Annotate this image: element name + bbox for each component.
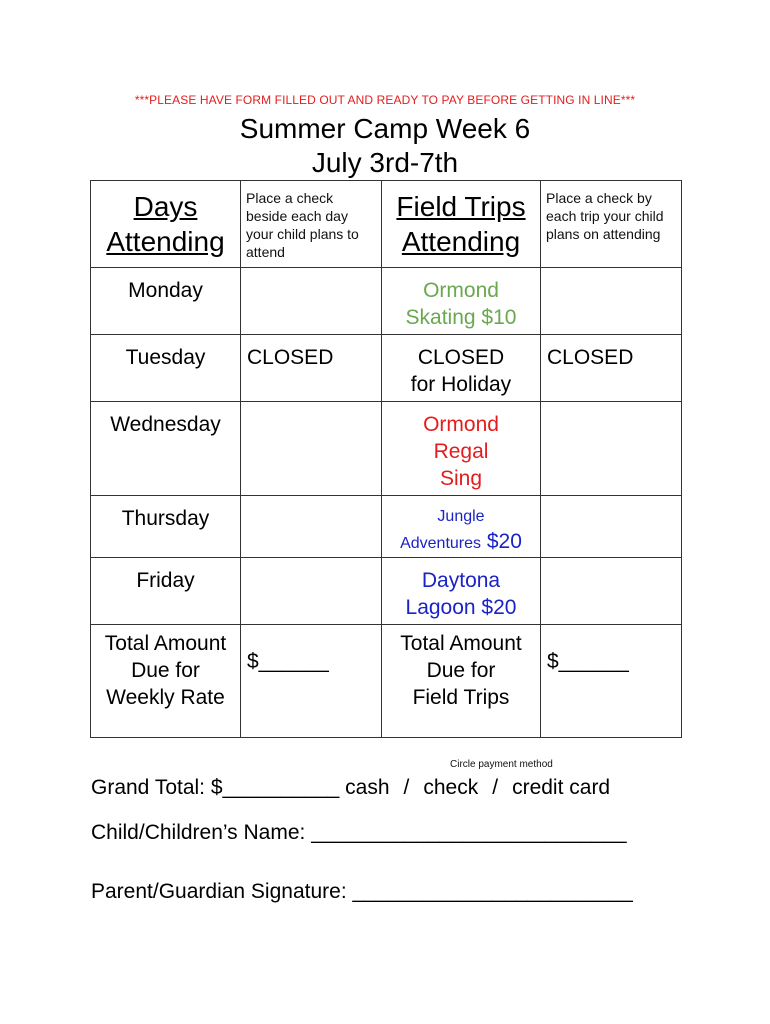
trip-check-box: CLOSED — [541, 335, 682, 402]
total-line: Total Amount — [104, 632, 227, 655]
circle-payment-note: Circle payment method — [450, 759, 553, 770]
trip-label — [382, 496, 541, 558]
trip-label — [382, 402, 541, 496]
trip-line: Daytona — [421, 569, 501, 592]
day-label: Friday — [91, 558, 241, 625]
trip-line: CLOSED — [417, 346, 505, 369]
trip-check-box[interactable] — [541, 558, 682, 625]
grand-total-line — [91, 776, 610, 800]
trip-check-box[interactable] — [541, 496, 682, 558]
grand-total-field[interactable]: Grand Total: $__________ — [91, 776, 340, 799]
page-title: Summer Camp Week 6 — [239, 113, 531, 144]
trip-line: Lagoon $20 — [405, 596, 517, 619]
total-line: Total Amount — [400, 632, 522, 655]
trips-total-field[interactable]: $______ — [541, 625, 682, 738]
days-instruction: Place a check beside each day your child plans to attend — [241, 181, 382, 268]
day-label: Tuesday — [91, 335, 241, 402]
table-row-friday — [91, 558, 682, 625]
trip-line: for Holiday — [410, 373, 512, 396]
trips-instruction: Place a check by each trip your child plans on attending — [541, 181, 682, 268]
days-header-line: Days — [133, 191, 198, 222]
separator: / — [403, 776, 410, 799]
trips-header-line: Attending — [401, 226, 521, 257]
total-line: Weekly Rate — [106, 686, 225, 709]
trip-line: Adventures — [400, 535, 482, 552]
weekly-total-label — [91, 625, 241, 738]
notice-banner: ***PLEASE HAVE FORM FILLED OUT AND READY TO PAY BEFORE GETTING IN LINE*** — [134, 93, 636, 107]
registration-table — [90, 180, 682, 738]
trip-label — [382, 268, 541, 335]
trip-line: Sing — [439, 467, 483, 490]
table-row-thursday — [91, 496, 682, 558]
trips-header-line: Field Trips — [396, 191, 526, 222]
trip-line: Ormond — [423, 279, 499, 302]
day-check-box[interactable] — [241, 268, 382, 335]
days-header-line: Attending — [106, 226, 225, 257]
payment-option-cash[interactable]: cash — [345, 776, 390, 799]
day-check-box[interactable] — [241, 402, 382, 496]
table-row-monday — [91, 268, 682, 335]
days-attending-header — [91, 181, 241, 268]
day-label: Thursday — [91, 496, 241, 558]
totals-row — [91, 625, 682, 738]
table-row-tuesday — [91, 335, 682, 402]
child-name-field[interactable]: Child/Children’s Name: ___________________________ — [91, 821, 627, 844]
payment-option-credit-card[interactable]: credit card — [512, 776, 611, 799]
trip-label — [382, 558, 541, 625]
separator: / — [492, 776, 499, 799]
day-check-box[interactable] — [241, 496, 382, 558]
table-row-wednesday — [91, 402, 682, 496]
field-trips-header — [382, 181, 541, 268]
day-label: Wednesday — [91, 402, 241, 496]
trips-total-label — [382, 625, 541, 738]
total-line: Field Trips — [412, 686, 510, 709]
header-row — [91, 181, 682, 268]
trip-line: Jungle — [437, 508, 485, 525]
day-check-box[interactable] — [241, 558, 382, 625]
parent-signature-field[interactable]: Parent/Guardian Signature: ________________________ — [91, 880, 633, 903]
total-line: Due for — [131, 659, 200, 682]
trip-label — [382, 335, 541, 402]
trip-line: Ormond — [423, 413, 499, 436]
total-line: Due for — [426, 659, 496, 682]
trip-line-group — [382, 529, 540, 557]
trip-price: $20 — [486, 530, 522, 553]
trip-line: Regal — [433, 440, 489, 463]
weekly-total-field[interactable]: $______ — [241, 625, 382, 738]
trip-check-box[interactable] — [541, 268, 682, 335]
payment-option-check[interactable]: check — [423, 776, 479, 799]
day-label: Monday — [91, 268, 241, 335]
day-check-box: CLOSED — [241, 335, 382, 402]
page-subtitle-dates: July 3rd-7th — [311, 147, 459, 178]
trip-check-box[interactable] — [541, 402, 682, 496]
trip-line: Skating $10 — [405, 306, 517, 329]
